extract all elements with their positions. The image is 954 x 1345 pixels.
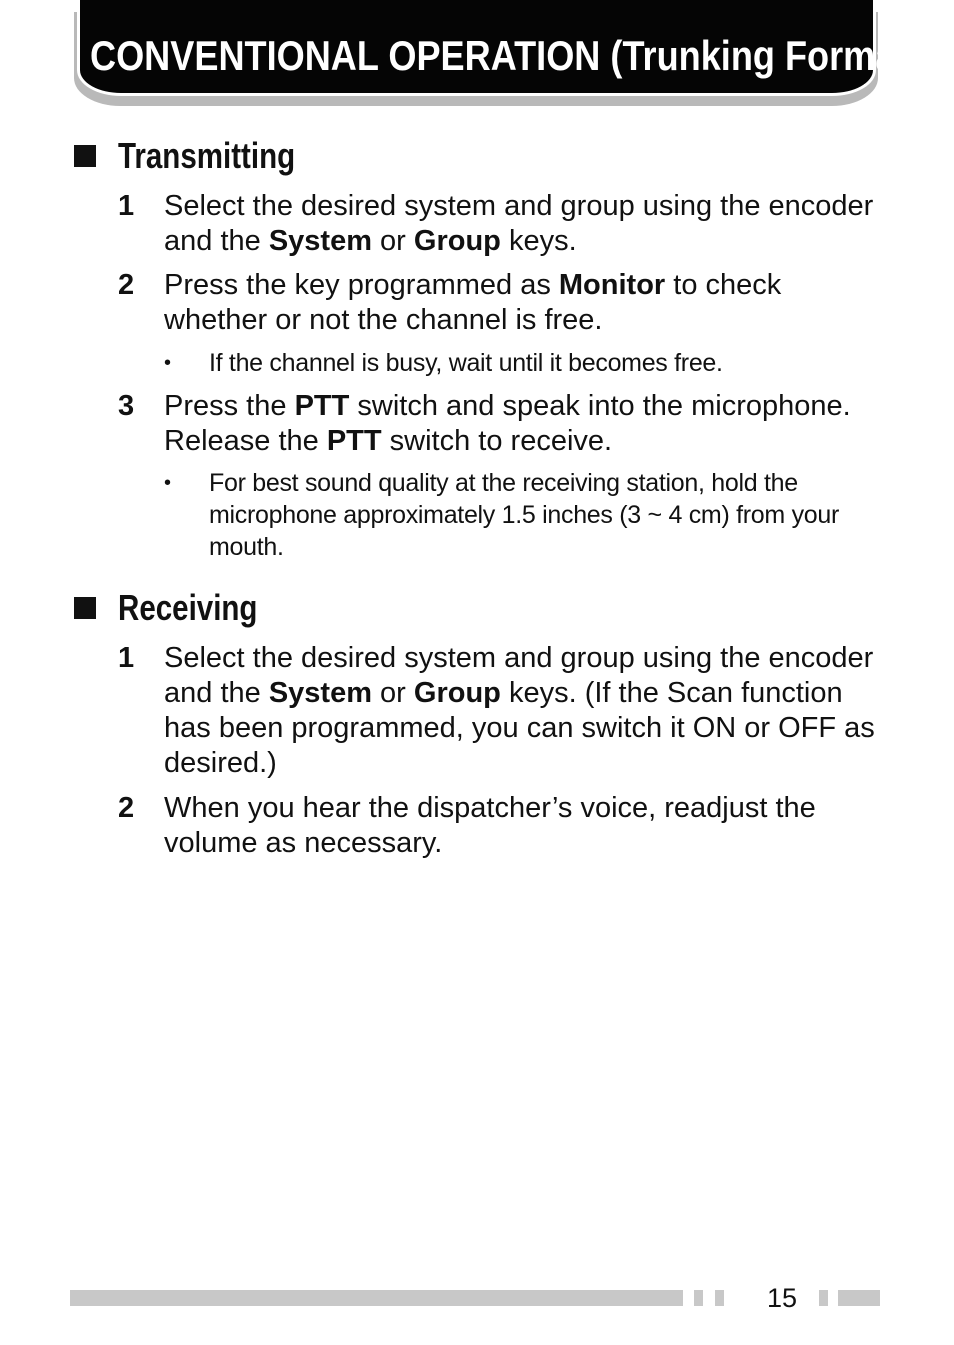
section-title: Transmitting xyxy=(118,135,296,176)
bullet-icon: • xyxy=(164,352,172,374)
step-number: 1 xyxy=(118,642,135,674)
page-number: 15 xyxy=(767,1283,798,1313)
step-number: 3 xyxy=(118,390,135,422)
step-number: 1 xyxy=(118,190,135,222)
step-text: Select the desired system and group using the encoder and the System or Group keys. xyxy=(164,190,874,257)
square-bullet-icon xyxy=(74,597,96,619)
bullet-icon: • xyxy=(164,472,172,494)
step-text: Select the desired system and group using the encoder and the System or Group keys. (If the Scan function has been programmed, you can switch it ON or OFF as desired.) xyxy=(164,642,875,779)
section-title: Receiving xyxy=(118,587,258,628)
note-text: For best sound quality at the receiving station, hold the microphone approximately 1.5 inches (3 ~ 4 cm) from your mouth. xyxy=(209,469,840,561)
page-title: CONVENTIONAL OPERATION (Trunking Format) xyxy=(90,32,920,79)
footer-square xyxy=(819,1290,828,1306)
step-number: 2 xyxy=(118,269,135,301)
footer-square xyxy=(694,1290,703,1306)
step-text: Press the key programmed as Monitor to check whether or not the channel is free. xyxy=(164,269,782,336)
footer-bar-left xyxy=(70,1290,683,1306)
step-number: 2 xyxy=(118,792,135,824)
note-text: If the channel is busy, wait until it becomes free. xyxy=(209,349,723,377)
step-text: When you hear the dispatcher’s voice, readjust the volume as necessary. xyxy=(164,792,816,859)
footer-square xyxy=(715,1290,724,1306)
footer-bar-right xyxy=(838,1290,880,1306)
step-text: Press the PTT switch and speak into the microphone. Release the PTT switch to receive. xyxy=(164,390,851,457)
square-bullet-icon xyxy=(74,145,96,167)
